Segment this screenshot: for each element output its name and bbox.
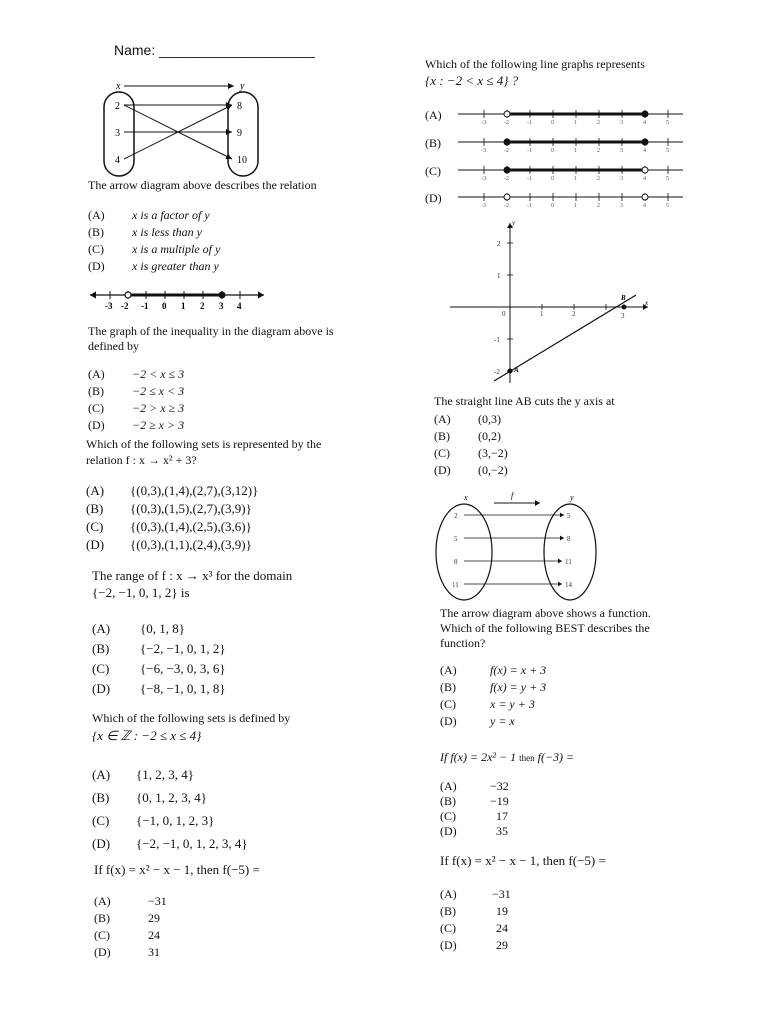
tick-label: 1 (574, 148, 577, 154)
option-c[interactable]: (C) x = y + 3 (440, 697, 535, 711)
point-a-marker (508, 369, 513, 374)
option-a[interactable]: (A) {(0,3),(1,4),(2,7),(3,12)} (86, 483, 259, 498)
tick-label: 4 (643, 148, 646, 154)
x-tick-label: 2 (572, 310, 576, 318)
q1-options (88, 207, 220, 275)
open-endpoint (125, 292, 131, 298)
tick-label: -1 (527, 148, 532, 154)
open-endpoint (642, 194, 648, 200)
tick-label: 0 (162, 301, 167, 311)
tick-label: -2 (121, 301, 129, 311)
tick-label: 3 (219, 301, 224, 311)
line-graph-options (458, 104, 688, 214)
tick-label: 2 (597, 120, 600, 126)
tick-label: -2 (504, 148, 509, 154)
question-text: relation f : x → x² + 3? (86, 453, 197, 467)
domain-value: 3 (115, 128, 120, 139)
question-text: If f(x) = x² − x − 1, then f(−5) = (440, 853, 606, 868)
diagram-y-label: y (240, 81, 245, 92)
option-d[interactable]: (D) {(0,3),(1,1),(2,4),(3,9)} (86, 537, 252, 552)
codomain-value: 8 (237, 101, 242, 112)
tick-label: -1 (527, 120, 532, 126)
question-text: Which of the following line graphs represents (425, 57, 645, 71)
tick-label: -1 (141, 301, 149, 311)
tick-label: -1 (527, 176, 532, 182)
question-text: Which of the following BEST describes the (440, 621, 650, 635)
y-tick-label: 2 (497, 240, 501, 248)
open-endpoint (642, 167, 648, 173)
domain-value: 4 (115, 155, 120, 166)
point-b-marker (622, 305, 627, 310)
tick-label: 5 (666, 148, 669, 154)
diagram-y-label: y (570, 493, 574, 502)
open-endpoint (504, 111, 510, 117)
option-b[interactable]: (B) 19 (440, 904, 508, 918)
domain-value: 5 (454, 535, 458, 543)
option-a[interactable]: (A) x is a factor of y (88, 208, 210, 222)
question-text: function? (440, 636, 486, 650)
domain-value: 2 (454, 512, 458, 520)
tick-label: 2 (597, 176, 600, 182)
q6-options (94, 893, 167, 961)
option-a[interactable]: (A) {1, 2, 3, 4} (92, 767, 194, 782)
tick-label: 0 (551, 203, 554, 209)
option-b[interactable]: (B) {−2, −1, 0, 1, 2} (92, 641, 226, 656)
q3-options (86, 482, 258, 554)
codomain-value: 11 (565, 558, 572, 566)
straight-line-graph (450, 215, 655, 385)
question-text: Which of the following sets is defined by (92, 711, 291, 725)
tick-label: -3 (481, 120, 486, 126)
question-text: The graph of the inequality in the diagram above is defined by (88, 324, 334, 353)
tick-label: 4 (643, 120, 646, 126)
option-c[interactable]: (C) 17 (440, 809, 508, 823)
option-b[interactable]: (B) {(0,3),(1,5),(2,7),(3,9)} (86, 501, 252, 516)
tick-label: -2 (504, 120, 509, 126)
diagram-x-label: x (464, 493, 468, 502)
option-d[interactable]: (D) x is greater than y (88, 259, 219, 273)
function-label: f (511, 491, 514, 500)
question-text: The straight line AB cuts the y axis at (434, 394, 615, 408)
tick-label: 0 (551, 120, 554, 126)
y-tick-label: -1 (494, 336, 500, 344)
x-tick-label: 0 (502, 310, 506, 318)
option-c[interactable]: (C) −2 > x ≥ 3 (88, 401, 185, 415)
tick-label: 3 (620, 120, 623, 126)
domain-value: 2 (115, 101, 120, 112)
tick-label: -3 (105, 301, 113, 311)
question-text: If f(x) = 2x² − 1 then f(−3) = (440, 750, 575, 764)
q11-options (440, 886, 511, 954)
codomain-value: 8 (567, 535, 571, 543)
option-d[interactable]: (D) (0,−2) (434, 463, 508, 477)
q5-options (92, 763, 248, 855)
y-tick-label: -2 (494, 368, 500, 376)
option-d[interactable]: (D) y = x (440, 714, 515, 728)
option-a[interactable]: (A) −31 (94, 894, 167, 908)
domain-value: 11 (452, 581, 459, 589)
closed-endpoint (504, 167, 511, 174)
closed-endpoint (642, 111, 649, 118)
domain-oval (436, 504, 492, 600)
codomain-value: 9 (237, 128, 242, 139)
name-field-label: Name: ____________________ (114, 42, 315, 58)
option-d[interactable]: (D) −2 ≥ x > 3 (88, 418, 185, 432)
tick-label: 5 (666, 176, 669, 182)
q4-options (92, 619, 226, 699)
question-text: The arrow diagram above describes the relation (88, 178, 317, 192)
q9-options (440, 662, 546, 730)
q8-options (434, 411, 508, 479)
option-b[interactable]: (B) −19 (440, 794, 509, 808)
question-text: {x ∈ ℤ : −2 ≤ x ≤ 4} (92, 728, 202, 743)
line-option-key[interactable]: (B) (425, 136, 441, 150)
tick-label: 3 (620, 148, 623, 154)
tick-label: 0 (551, 176, 554, 182)
relation-arrow-diagram (100, 78, 270, 178)
x-tick-label: 3 (621, 312, 625, 320)
question-text: If f(x) = x² − x − 1, then f(−5) = (94, 862, 260, 877)
tick-label: -2 (504, 176, 509, 182)
tick-label: -3 (481, 176, 486, 182)
option-c[interactable]: (C) 24 (94, 928, 160, 942)
tick-label: 2 (597, 148, 600, 154)
y-axis-label: y (512, 219, 516, 227)
y-tick-label: 1 (497, 272, 501, 280)
tick-label: -3 (481, 203, 486, 209)
question-text: The range of f : x → x³ for the domain (92, 568, 293, 583)
option-b[interactable]: (B) {0, 1, 2, 3, 4} (92, 790, 207, 805)
option-d[interactable]: (D) 31 (94, 945, 160, 959)
closed-endpoint (219, 292, 226, 299)
q2-options (88, 366, 184, 434)
option-c[interactable]: (C) (3,−2) (434, 446, 508, 460)
x-tick-label: 1 (540, 310, 544, 318)
tick-label: -2 (504, 203, 509, 209)
option-a[interactable]: (A) −31 (440, 887, 511, 901)
open-endpoint (504, 194, 510, 200)
tick-label: -3 (481, 148, 486, 154)
domain-value: 8 (454, 558, 458, 566)
tick-label: 5 (666, 203, 669, 209)
tick-label: 1 (181, 301, 186, 311)
option-c[interactable]: (C) 24 (440, 921, 508, 935)
tick-label: 4 (643, 176, 646, 182)
tick-label: 5 (666, 120, 669, 126)
option-d[interactable]: (D) 35 (440, 824, 508, 838)
question-text: Which of the following sets is represented by the (86, 437, 322, 451)
point-b-label: B (621, 294, 626, 302)
option-d[interactable]: (D) {−2, −1, 0, 1, 2, 3, 4} (92, 836, 248, 851)
option-b[interactable]: (B) −2 ≤ x < 3 (88, 384, 185, 398)
tick-label: 2 (200, 301, 205, 311)
tick-label: -1 (527, 203, 532, 209)
option-a[interactable]: (A) −32 (440, 779, 509, 793)
option-c[interactable]: (C) {(0,3),(1,4),(2,5),(3,6)} (86, 519, 252, 534)
option-a[interactable]: (A) f(x) = x + 3 (440, 663, 547, 677)
option-b[interactable]: (B) f(x) = y + 3 (440, 680, 547, 694)
line-option-key[interactable]: (A) (425, 108, 442, 122)
tick-label: 0 (551, 148, 554, 154)
closed-endpoint (504, 139, 511, 146)
tick-label: 1 (574, 176, 577, 182)
tick-label: 4 (237, 301, 242, 311)
codomain-value: 10 (237, 155, 247, 166)
option-d[interactable]: (D) 29 (440, 938, 508, 952)
question-text: {x : −2 < x ≤ 4} ? (425, 73, 519, 88)
tick-label: 3 (620, 203, 623, 209)
line-option-key[interactable]: (D) (425, 191, 442, 205)
x-axis-label: x (645, 299, 649, 307)
option-d[interactable]: (D) {−8, −1, 0, 1, 8} (92, 681, 226, 696)
option-b[interactable]: (B) (0,2) (434, 429, 501, 443)
codomain-value: 14 (565, 581, 572, 589)
option-b[interactable]: (B) x is less than y (88, 225, 202, 239)
option-c[interactable]: (C) x is a multiple of y (88, 242, 221, 256)
tick-label: 1 (574, 203, 577, 209)
q10-options (440, 779, 509, 839)
tick-label: 1 (574, 120, 577, 126)
option-c[interactable]: (C) {−6, −3, 0, 3, 6} (92, 661, 226, 676)
option-c[interactable]: (C) {−1, 0, 1, 2, 3} (92, 813, 215, 828)
question-text: {−2, −1, 0, 1, 2} is (92, 585, 190, 600)
closed-endpoint (642, 139, 649, 146)
tick-label: 2 (597, 203, 600, 209)
tick-label: 4 (643, 203, 646, 209)
diagram-x-label: x (116, 81, 121, 92)
point-a-label: A (514, 366, 519, 374)
option-a[interactable]: (A) (0,3) (434, 412, 501, 426)
option-a[interactable]: (A) −2 < x ≤ 3 (88, 367, 185, 381)
question-text: The arrow diagram above shows a function. (440, 606, 651, 620)
tick-label: 3 (620, 176, 623, 182)
inequality-number-line (88, 285, 268, 315)
line-option-key[interactable]: (C) (425, 164, 441, 178)
codomain-value: 5 (567, 512, 571, 520)
option-a[interactable]: (A) {0, 1, 8} (92, 621, 185, 636)
option-b[interactable]: (B) 29 (94, 911, 160, 925)
function-arrow-diagram (434, 490, 604, 605)
